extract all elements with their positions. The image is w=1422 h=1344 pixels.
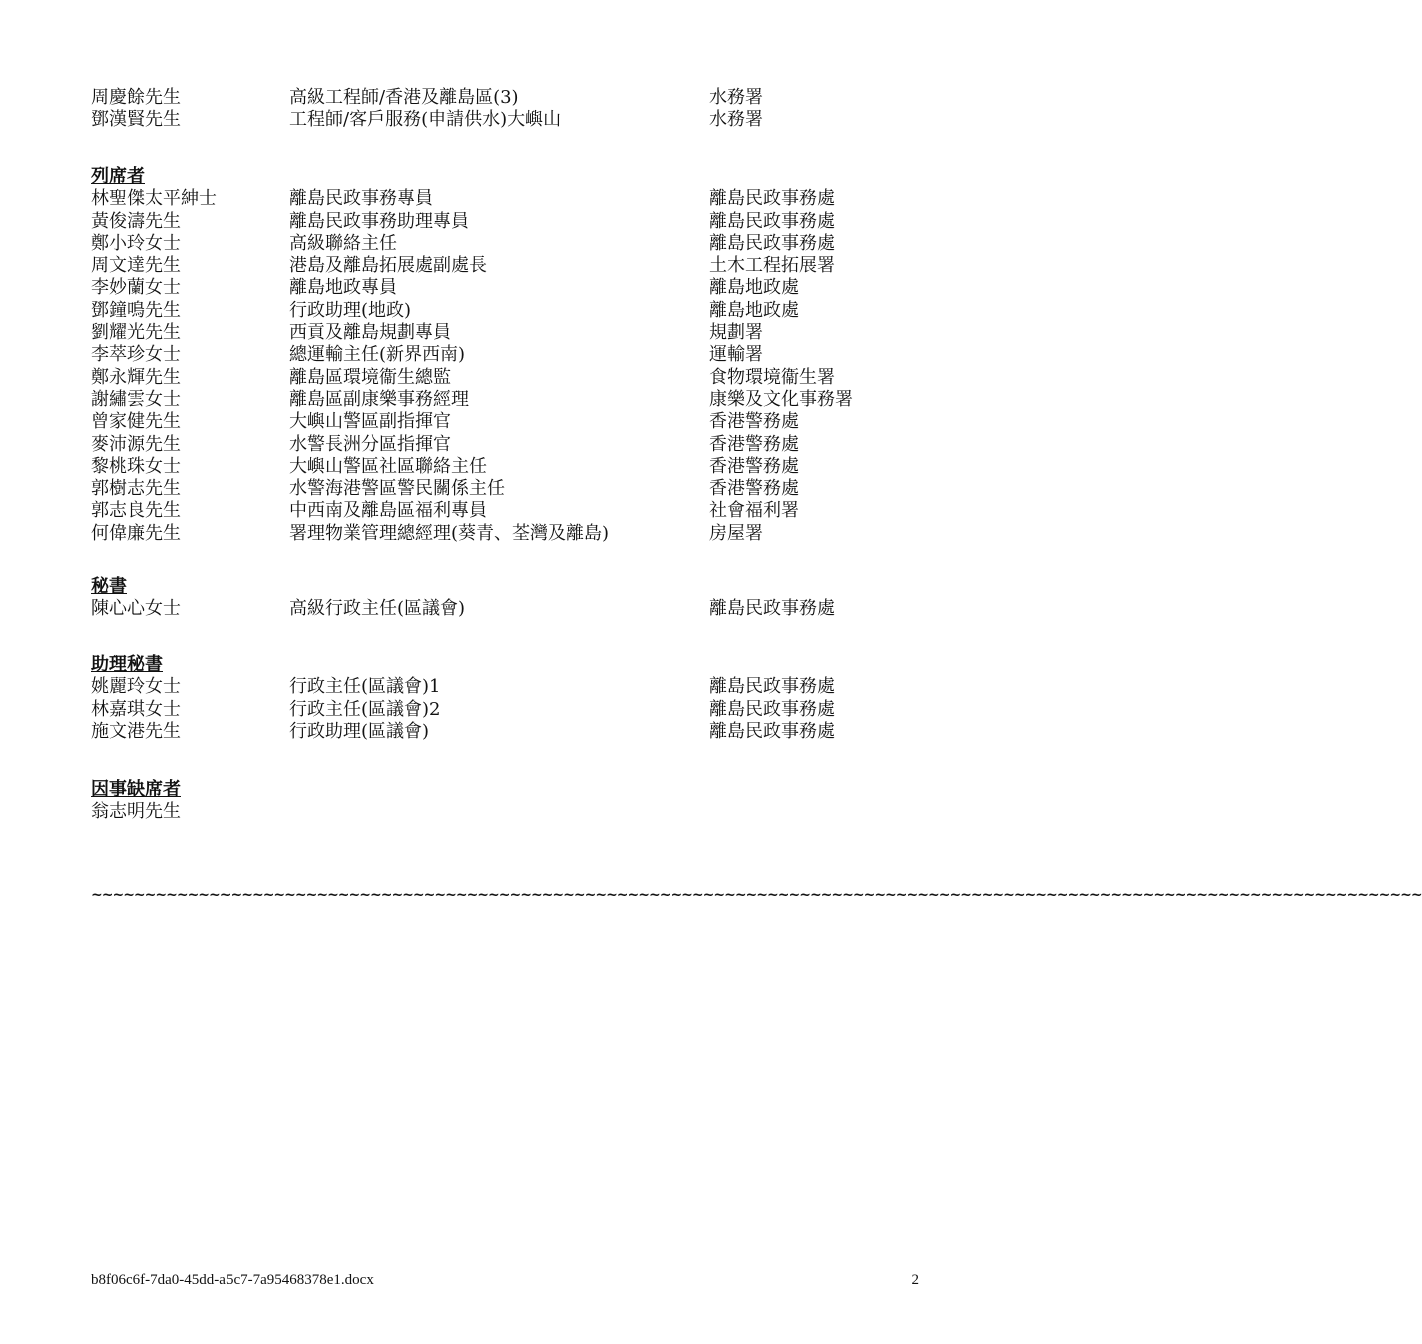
- person-department: 離島民政事務處: [709, 720, 835, 742]
- list-item: [91, 721, 871, 743]
- person-title: 行政助理(地政): [289, 299, 412, 321]
- person-department: 食物環境衞生署: [709, 366, 835, 388]
- section-heading: 因事缺席者: [91, 779, 181, 800]
- person-department: 房屋署: [709, 522, 763, 544]
- person-department: 規劃署: [709, 322, 763, 344]
- person-department: 香港警務處: [709, 433, 799, 455]
- person-name: 曾家健先生: [91, 411, 181, 433]
- person-name: 黃俊濤先生: [91, 210, 181, 232]
- section-heading: 列席者: [91, 166, 145, 187]
- list-item: [91, 322, 871, 344]
- person-name: 周慶餘先生: [91, 87, 181, 108]
- list-item: [91, 344, 871, 366]
- secretary-section: [91, 576, 871, 621]
- person-department: 社會福利署: [709, 500, 799, 522]
- person-department: 離島民政事務處: [709, 188, 835, 210]
- person-name: 林嘉琪女士: [91, 698, 181, 720]
- person-title: 工程師/客戶服務(申請供水)大嶼山: [289, 109, 562, 131]
- list-item: [91, 598, 871, 620]
- person-title: 大嶼山警區副指揮官: [289, 411, 451, 433]
- person-title: 離島地政專員: [289, 277, 397, 299]
- list-item: [91, 478, 871, 500]
- top-list: [91, 87, 871, 132]
- list-item: [91, 411, 871, 433]
- person-title: 總運輸主任(新界西南): [289, 344, 466, 366]
- list-item: [91, 255, 871, 277]
- person-department: 離島民政事務處: [709, 698, 835, 720]
- person-department: 康樂及文化事務署: [709, 388, 853, 410]
- person-department: 運輸署: [709, 344, 763, 366]
- person-department: 香港警務處: [709, 478, 799, 500]
- person-department: 離島民政事務處: [709, 676, 835, 698]
- person-name: 李萃珍女士: [91, 344, 181, 366]
- person-title: 高級工程師/香港及離島區(3): [289, 87, 519, 108]
- section-heading: 秘書: [91, 576, 127, 597]
- list-item: [91, 87, 871, 109]
- list-item: [91, 676, 871, 698]
- person-name: 陳心心女士: [91, 598, 181, 620]
- list-item: [91, 277, 871, 299]
- assistant-secretary-section: [91, 654, 871, 743]
- person-name: 謝繡雲女士: [91, 388, 181, 410]
- person-name: 林聖傑太平紳士: [91, 188, 217, 210]
- person-name: 郭樹志先生: [91, 478, 181, 500]
- tilde-divider: ~~~~~~~~~~~~~~~~~~~~~~~~~~~~~~~~~~~~~~~~~~~~~~~~~~~~~~~~~~~~~~~~~~~~~~~~~~~~~~~~~~~~~~~~~~~~~~~~~~~~~~~~~~~~~~~~~~~~~~~~~~~~: [91, 887, 1422, 903]
- person-department: 離島地政處: [709, 277, 799, 299]
- person-name: 麥沛源先生: [91, 433, 181, 455]
- person-title: 港島及離島拓展處副處長: [289, 255, 487, 277]
- person-title: 離島民政事務專員: [289, 188, 433, 210]
- section-heading: 助理秘書: [91, 654, 163, 675]
- person-title: 離島區環境衞生總監: [289, 366, 451, 388]
- person-title: 高級行政主任(區議會): [289, 598, 466, 620]
- list-item: [91, 188, 871, 210]
- footer-filename: b8f06c6f-7da0-45dd-a5c7-7a95468378e1.docx: [91, 1272, 374, 1288]
- person-name: 姚麗玲女士: [91, 676, 181, 698]
- person-department: 香港警務處: [709, 455, 799, 477]
- person-name: 劉耀光先生: [91, 322, 181, 344]
- person-name: 李妙蘭女士: [91, 277, 181, 299]
- absent-section: [91, 779, 871, 824]
- person-department: 離島民政事務處: [709, 598, 835, 620]
- person-title: 高級聯絡主任: [289, 232, 397, 254]
- attendees-section: [91, 166, 871, 545]
- person-title: 行政主任(區議會)1: [289, 676, 441, 698]
- page-number: 2: [911, 1272, 919, 1288]
- person-department: 水務署: [709, 109, 763, 131]
- person-title: 署理物業管理總經理(葵青、荃灣及離島): [289, 522, 610, 544]
- person-name: 鄭永輝先生: [91, 366, 181, 388]
- person-title: 水警海港警區警民關係主任: [289, 478, 505, 500]
- person-name: 鄧鐘鳴先生: [91, 299, 181, 321]
- person-name: 鄭小玲女士: [91, 232, 181, 254]
- list-item: [91, 801, 871, 823]
- list-item: [91, 699, 871, 721]
- person-name: 施文港先生: [91, 720, 181, 742]
- person-name: 郭志良先生: [91, 500, 181, 522]
- person-name: 周文達先生: [91, 255, 181, 277]
- person-title: 行政主任(區議會)2: [289, 698, 441, 720]
- person-title: 離島區副康樂事務經理: [289, 388, 469, 410]
- person-name: 黎桃珠女士: [91, 455, 181, 477]
- person-name: 翁志明先生: [91, 801, 181, 823]
- list-item: [91, 500, 871, 522]
- list-item: [91, 434, 871, 456]
- list-item: [91, 109, 871, 131]
- person-department: 離島民政事務處: [709, 210, 835, 232]
- list-item: [91, 300, 871, 322]
- person-name: 何偉廉先生: [91, 522, 181, 544]
- person-name: 鄧漢賢先生: [91, 109, 181, 131]
- person-department: 土木工程拓展署: [709, 255, 835, 277]
- list-item: [91, 233, 871, 255]
- list-item: [91, 523, 871, 545]
- person-title: 西貢及離島規劃專員: [289, 322, 451, 344]
- person-department: 香港警務處: [709, 411, 799, 433]
- person-title: 行政助理(區議會): [289, 720, 430, 742]
- person-title: 大嶼山警區社區聯絡主任: [289, 455, 487, 477]
- person-title: 水警長洲分區指揮官: [289, 433, 451, 455]
- list-item: [91, 389, 871, 411]
- person-title: 離島民政事務助理專員: [289, 210, 469, 232]
- list-item: [91, 211, 871, 233]
- list-item: [91, 367, 871, 389]
- list-item: [91, 456, 871, 478]
- person-department: 離島地政處: [709, 299, 799, 321]
- person-department: 離島民政事務處: [709, 232, 835, 254]
- person-department: 水務署: [709, 87, 763, 108]
- person-title: 中西南及離島區福利專員: [289, 500, 487, 522]
